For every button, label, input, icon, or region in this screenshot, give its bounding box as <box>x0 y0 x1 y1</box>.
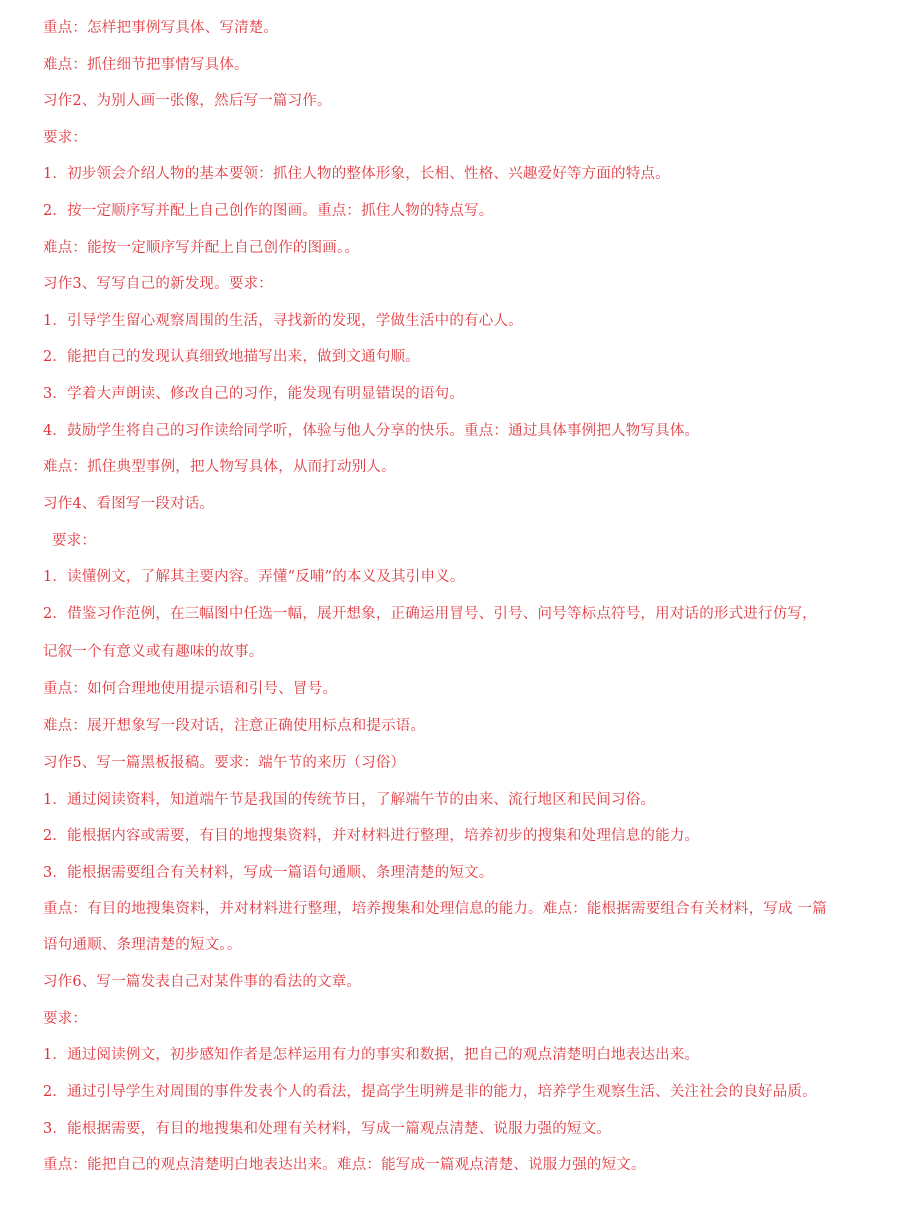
text-line-30: 2．通过引导学生对周围的事件发表个人的看法，提高学生明辨是非的能力，培养学生观察生活、关注社会的良好品质。 <box>43 1084 817 1100</box>
text-line-15: 要求： <box>52 533 97 549</box>
text-line-9: 1．引导学生留心观察周围的生活，寻找新的发现，学做生活中的有心人。 <box>43 313 523 329</box>
text-line-29: 1．通过阅读例文，初步感知作者是怎样运用有力的事实和数据，把自己的观点清楚明白地表达出来。 <box>43 1047 700 1063</box>
text-line-25: 重点：有目的地搜集资料，并对材料进行整理，培养搜集和处理信息的能力。难点：能根据需要组合有关材料，写成 一篇 <box>43 901 827 917</box>
text-line-12: 4．鼓励学生将自己的习作读给同学听，体验与他人分享的快乐。重点：通过具体事例把人物写具体。 <box>43 423 700 439</box>
text-line-19: 重点：如何合理地使用提示语和引号、冒号。 <box>43 681 337 697</box>
text-line-11: 3．学着大声朗读、修改自己的习作，能发现有明显错误的语句。 <box>43 386 465 402</box>
text-line-26: 语句通顺、条理清楚的短文。。 <box>43 937 242 953</box>
text-line-5: 1．初步领会介绍人物的基本要领：抓住人物的整体形象，长相、性格、兴趣爱好等方面的特点。 <box>43 166 670 182</box>
text-line-16: 1．读懂例文，了解其主要内容。弄懂“反哺”的本义及其引申义。 <box>43 569 465 585</box>
text-line-32: 重点：能把自己的观点清楚明白地表达出来。难点：能写成一篇观点清楚、说服力强的短文。 <box>43 1157 646 1173</box>
text-line-6: 2．按一定顺序写并配上自己创作的图画。重点：抓住人物的特点写。 <box>43 203 494 219</box>
text-line-27: 习作6、写一篇发表自己对某件事的看法的文章。 <box>43 974 362 990</box>
text-line-1: 重点：怎样把事例写具体、写清楚。 <box>43 20 279 36</box>
text-line-13: 难点：抓住典型事例，把人物写具体，从而打动别人。 <box>43 459 396 475</box>
text-line-14: 习作4、看图写一段对话。 <box>43 496 215 512</box>
text-line-24: 3．能根据需要组合有关材料，写成一篇语句通顺、条理清楚的短文。 <box>43 865 494 881</box>
text-line-4: 要求： <box>43 130 88 146</box>
text-line-23: 2．能根据内容或需要，有目的地搜集资料，并对材料进行整理，培养初步的搜集和处理信息的能力。 <box>43 828 700 844</box>
text-line-17: 2．借鉴习作范例，在三幅图中任选一幅，展开想象，正确运用冒号、引号、问号等标点符号，用对话的形式进行仿写， <box>43 606 817 622</box>
text-line-8: 习作3、写写自己的新发现。要求： <box>43 276 273 292</box>
text-line-31: 3．能根据需要，有目的地搜集和处理有关材料，写成一篇观点清楚、说服力强的短文。 <box>43 1121 612 1137</box>
text-line-22: 1．通过阅读资料，知道端午节是我国的传统节日，了解端午节的由来、流行地区和民间习俗。 <box>43 792 656 808</box>
text-line-28: 要求： <box>43 1011 88 1027</box>
text-line-2: 难点：抓住细节把事情写具体。 <box>43 57 249 73</box>
text-line-3: 习作2、为别人画一张像，然后写一篇习作。 <box>43 93 332 109</box>
text-line-20: 难点：展开想象写一段对话，注意正确使用标点和提示语。 <box>43 718 426 734</box>
text-line-18: 记叙一个有意义或有趣味的故事。 <box>43 644 264 660</box>
text-line-7: 难点：能按一定顺序写并配上自己创作的图画。。 <box>43 240 360 256</box>
text-line-10: 2．能把自己的发现认真细致地描写出来，做到文通句顺。 <box>43 349 420 365</box>
text-line-21: 习作5、写一篇黑板报稿。要求：端午节的来历（习俗） <box>43 755 406 771</box>
